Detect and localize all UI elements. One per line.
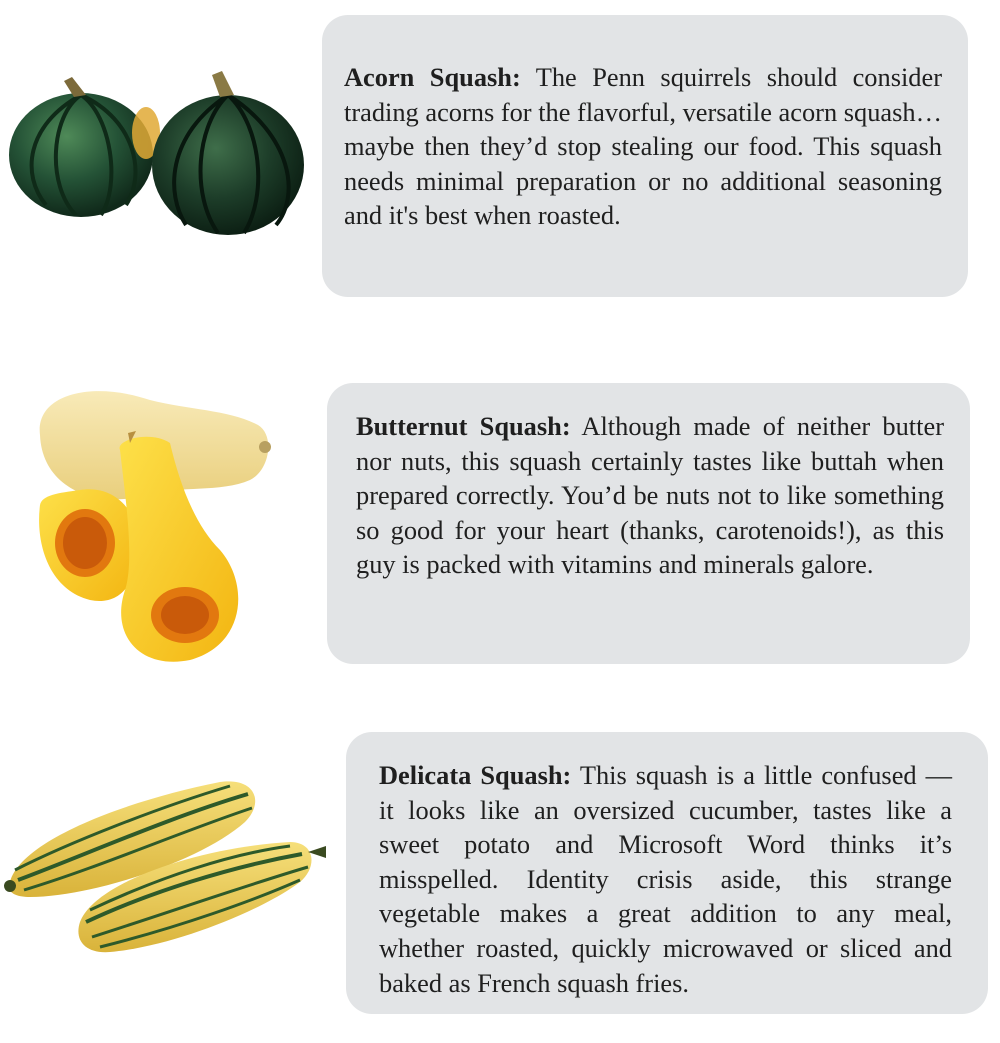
butternut-squash-paragraph xyxy=(356,409,944,582)
acorn-squash-left xyxy=(9,77,160,217)
acorn-squash-right xyxy=(152,71,304,235)
butternut-squash-card xyxy=(327,383,970,664)
delicata-squash-paragraph xyxy=(379,758,952,1000)
delicata-squash-image xyxy=(0,772,330,972)
butternut-squash-name: Butternut Squash: xyxy=(356,411,571,441)
acorn-squash-card xyxy=(322,15,968,297)
delicata-squash-name: Delicata Squash: xyxy=(379,760,572,790)
butternut-squash-description: Although made of neither butter nor nuts, this squash certainly tastes like buttah when prepared correctly. You’d be nuts not to like something so good for your heart (thanks, carotenoids!), as this guy is packed with vitamins and minerals galore. xyxy=(356,411,944,580)
acorn-squash-description: The Penn squirrels should consider trading acorns for the flavorful, versatile acorn squash…maybe then they’d stop stealing our food. This squash needs minimal preparation or no additional seasoning and it's best when roasted. xyxy=(344,62,942,231)
acorn-squash-image xyxy=(6,55,316,255)
acorn-squash-paragraph xyxy=(344,60,942,233)
delicata-squash-card xyxy=(346,732,988,1014)
butternut-squash-image xyxy=(30,375,280,675)
acorn-squash-name: Acorn Squash: xyxy=(344,62,521,92)
delicata-squash-description: This squash is a little confused — it looks like an oversized cucumber, tastes like a sweet potato and Microsoft Word thinks it’s misspelled. Identity crisis aside, this strange vegetable makes a great addition to any meal, whether roasted, quickly microwaved or sliced and baked as French squash fries. xyxy=(379,760,952,998)
